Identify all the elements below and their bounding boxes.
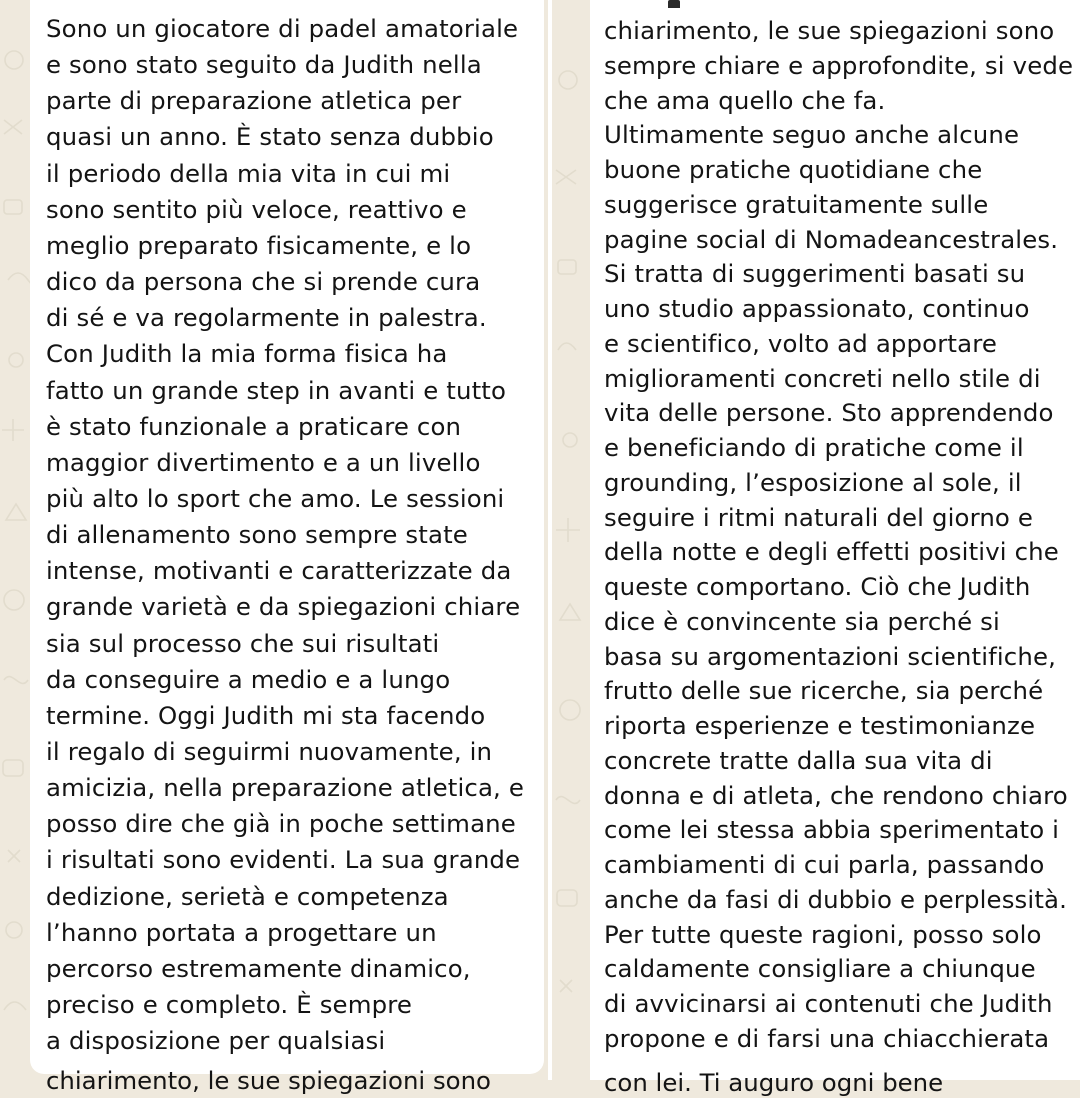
message-line: caldamente consigliare a chiunque	[604, 954, 1036, 984]
message-line: sia sul processo che sui risultati	[46, 628, 440, 658]
message-line: è stato funzionale a praticare con	[46, 411, 462, 441]
message-line: da conseguire a medio e a lungo	[46, 664, 451, 694]
message-line: uno studio appassionato, continuo	[604, 294, 1030, 323]
message-line: donna e di atleta, che rendono chiaro	[604, 780, 1068, 810]
message-line: seguire i ritmi naturali del giorno e	[604, 502, 1034, 532]
message-line: miglioramenti concreti nello stile di	[604, 363, 1041, 393]
message-line: e sono stato seguito da Judith nella	[46, 50, 482, 80]
message-line: vita delle persone. Sto apprendendo	[604, 398, 1054, 428]
message-line: preciso e completo. È sempre	[46, 990, 413, 1020]
message-line: queste comportano. Ciò che Judith	[604, 572, 1031, 601]
message-line: dedizione, serietà e competenza	[46, 881, 449, 911]
message-line: come lei stessa abbia sperimentato i	[604, 815, 1060, 845]
message-line: il periodo della mia vita in cui mi	[46, 158, 451, 188]
message-bubble-right	[590, 0, 1080, 1097]
message-bubble-left	[30, 0, 544, 1095]
message-line: e beneficiando di pratiche come il	[604, 433, 1024, 462]
message-line: riporta esperienze e testimonianze	[604, 711, 1036, 740]
message-line-cut-off: chiarimento, le sue spiegazioni sono	[46, 1066, 491, 1095]
message-line: fatto un grande step in avanti e tutto	[46, 375, 507, 405]
message-line: di avvicinarsi ai contenuti che Judith	[604, 989, 1053, 1018]
message-line: di sé e va regolarmente in palestra.	[46, 303, 487, 333]
message-line: Sono un giocatore di padel amatoriale	[46, 14, 519, 43]
cut-off-glyph	[668, 0, 680, 8]
message-line: Con Judith la mia forma fisica ha	[46, 339, 448, 369]
message-line: sempre chiare e approfondite, si vede	[604, 50, 1074, 80]
message-line: frutto delle sue ricerche, sia perché	[604, 676, 1044, 706]
message-line: Per tutte queste ragioni, posso solo	[604, 919, 1042, 949]
message-line: Si tratta di suggerimenti basati su	[604, 259, 1026, 289]
message-line: chiarimento, le sue spiegazioni sono	[604, 16, 1055, 45]
message-line: percorso estremamente dinamico,	[46, 953, 471, 983]
message-line: cambiamenti di cui parla, passando	[604, 850, 1045, 879]
message-line: suggerisce gratuitamente sulle	[604, 189, 989, 219]
message-line: dico da persona che si prende cura	[46, 267, 481, 297]
message-line: della notte e degli effetti positivi che	[604, 537, 1059, 567]
message-line: intense, motivanti e caratterizzate da	[46, 556, 512, 586]
message-line: anche da fasi di dubbio e perplessità.	[604, 884, 1068, 914]
message-line: buone pratiche quotidiane che	[604, 155, 983, 184]
message-line: basa su argomentazioni scientifiche,	[604, 641, 1057, 671]
message-line: che ama quello che fa.	[604, 85, 886, 115]
message-line: maggior divertimento e a un livello	[46, 447, 481, 477]
message-line: quasi un anno. È stato senza dubbio	[46, 122, 494, 152]
right-chat-panel	[552, 0, 1080, 1097]
message-line: più alto lo sport che amo. Le sessioni	[46, 483, 505, 513]
message-line: il regalo di seguirmi nuovamente, in	[46, 737, 493, 766]
message-line: di allenamento sono sempre state	[46, 520, 468, 550]
message-line: dice è convincente sia perché si	[604, 606, 1000, 636]
message-line: sono sentito più veloce, reattivo e	[46, 194, 467, 224]
message-line: termine. Oggi Judith mi sta facendo	[46, 700, 486, 730]
message-line: pagine social di Nomadeancestrales.	[604, 224, 1059, 254]
message-line: grande varietà e da spiegazioni chiare	[46, 592, 521, 622]
message-line: Ultimamente seguo anche alcune	[604, 120, 1020, 150]
message-line: parte di preparazione atletica per	[46, 86, 462, 116]
message-line: posso dire che già in poche settimane	[46, 809, 516, 839]
message-line: i risultati sono evidenti. La sua grande	[46, 845, 521, 875]
message-line: meglio preparato fisicamente, e lo	[46, 230, 472, 260]
message-line: a disposizione per qualsiasi	[46, 1026, 386, 1056]
message-line: e scientifico, volto ad apportare	[604, 328, 998, 358]
message-line: l’hanno portata a progettare un	[46, 917, 437, 947]
message-line: concrete tratte dalla sua vita di	[604, 745, 993, 775]
message-line: grounding, l’esposizione al sole, il	[604, 467, 1022, 497]
message-line: propone e di farsi una chiacchierata	[604, 1023, 1050, 1053]
message-line: amicizia, nella preparazione atletica, e	[46, 773, 525, 803]
message-line-cut-off: con lei. Ti auguro ogni bene	[604, 1068, 944, 1097]
